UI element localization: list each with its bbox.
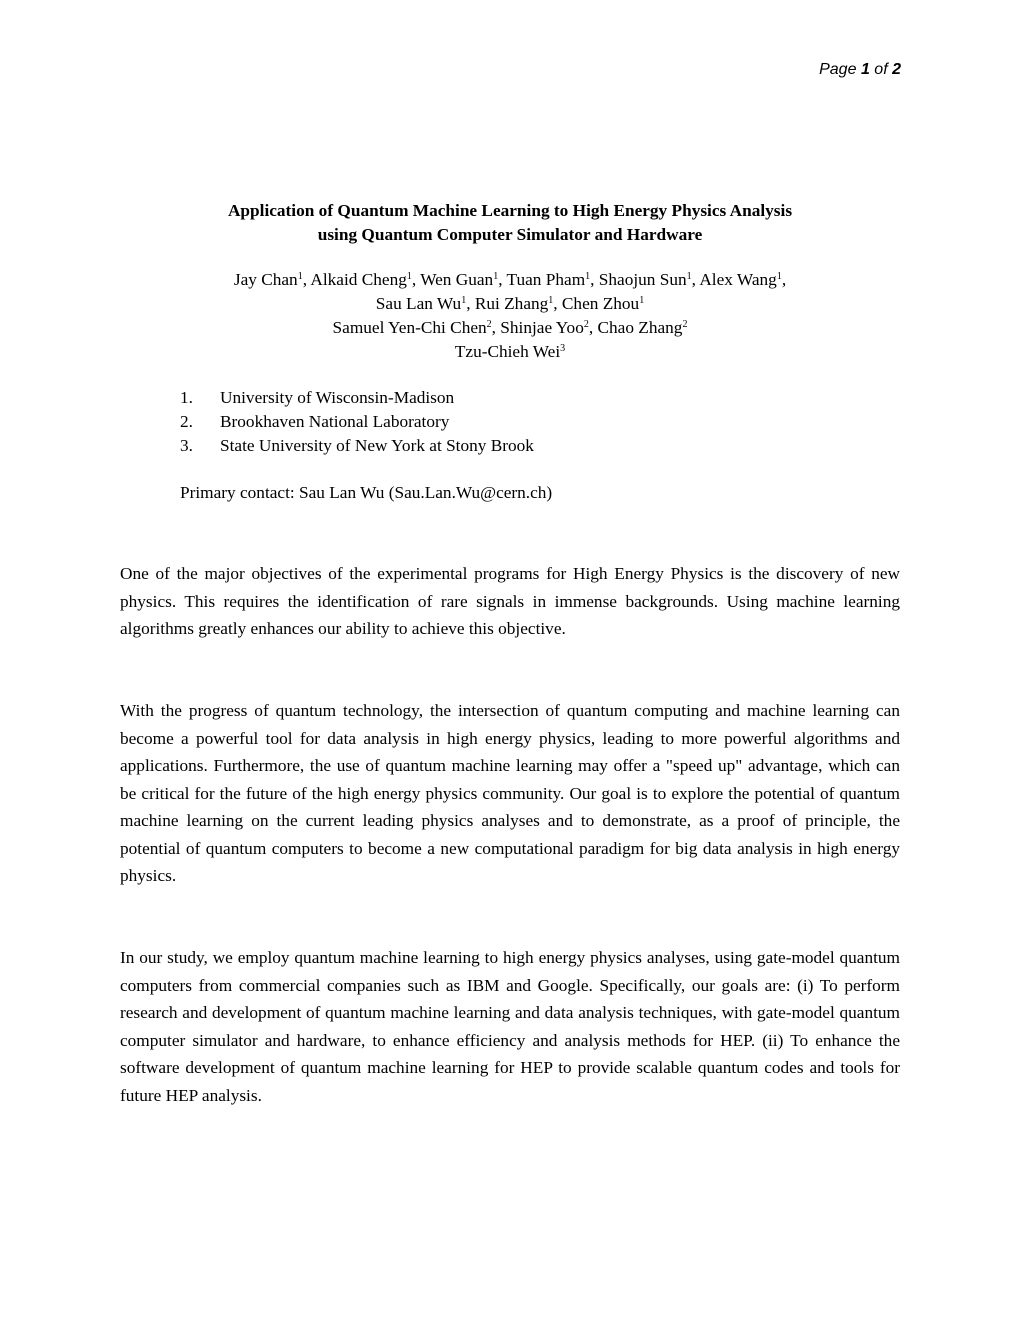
title-line-2: using Quantum Computer Simulator and Hardware (317, 225, 703, 244)
author-separator: , (691, 270, 700, 289)
author-name: Chao Zhang (597, 318, 683, 337)
author-separator: , (781, 270, 787, 289)
author-affiliation-marker: 1 (493, 271, 499, 282)
author-name: Rui Zhang (474, 294, 549, 313)
author-separator: , (498, 270, 507, 289)
author-name: Samuel Yen-Chi Chen (332, 318, 487, 337)
body-paragraph-2: With the progress of quantum technology, the intersection of quantum computing and machine learning can become a powerful tool for data analysis in high energy physics, leading to more powerful algorithms and applications. Furthermore, the use of quantum machine learning may offer a "speed up" advantage, which can be critical for the future of the high energy physics community. Our goal is to explore the potential of quantum machine learning on the current leading physics analyses and to demonstrate, as a proof of principle, the potential of quantum computers to become a new computational paradigm for big data analysis in high energy physics. (120, 701, 900, 885)
author-affiliation-marker: 1 (639, 295, 645, 306)
author-separator: , (466, 294, 475, 313)
author-line (120, 292, 900, 316)
page-label: Page (819, 61, 857, 78)
primary-contact: Primary contact: Sau Lan Wu (Sau.Lan.Wu@cern.ch) (180, 483, 553, 502)
author-name: Sau Lan Wu (375, 294, 462, 313)
title-line-1: Application of Quantum Machine Learning to High Energy Physics Analysis (227, 201, 793, 220)
author-name: Alkaid Cheng (310, 270, 407, 289)
affiliation-number: 2. (180, 412, 193, 431)
author-separator: , (553, 294, 562, 313)
affiliation-number: 1. (180, 388, 193, 407)
author-affiliation-marker: 1 (297, 271, 303, 282)
author-name: Alex Wang (699, 270, 777, 289)
affiliation-name: Brookhaven National Laboratory (220, 412, 450, 431)
author-separator: , (411, 270, 421, 289)
body-paragraph-3: In our study, we employ quantum machine learning to high energy physics analyses, using gate-model quantum computers from commercial companies such as IBM and Google. Specifically, our goals are: (i) To perform research and development of quantum machine learning and data analysis techniques, with gate-model quantum computer simulator and hardware, to enhance efficiency and analysis methods for HEP. (ii) To enhance the software development of quantum machine learning for HEP to provide scalable quantum codes and tools for future HEP analysis. (120, 948, 900, 1105)
author-line (120, 340, 900, 364)
affiliation-number: 3. (180, 436, 193, 455)
author-name: Wen Guan (420, 270, 494, 289)
current-page: 1 (860, 61, 870, 78)
affiliation-item (180, 434, 820, 458)
author-name: Tzu-Chieh Wei (454, 342, 561, 361)
affiliation-item (180, 410, 820, 434)
body-paragraph-1: One of the major objectives of the experimental programs for High Energy Physics is the discovery of new physics. This requires the identification of rare signals in immense backgrounds. Using machine learning algorithms greatly enhances our ability to achieve this objective. (120, 564, 900, 638)
author-affiliation-marker: 2 (583, 319, 589, 330)
total-pages: 2 (892, 61, 901, 78)
page-number (819, 60, 901, 80)
affiliation-item (180, 386, 820, 410)
page-of-label: of (874, 61, 888, 78)
author-line (120, 268, 900, 292)
author-name: Chen Zhou (561, 294, 640, 313)
author-name: Shinjae Yoo (500, 318, 584, 337)
author-affiliation-marker: 1 (461, 295, 467, 306)
author-affiliation-marker: 2 (486, 319, 492, 330)
author-affiliation-marker: 1 (585, 271, 591, 282)
author-affiliation-marker: 1 (686, 271, 692, 282)
paper-title (120, 199, 900, 247)
author-separator: , (302, 270, 311, 289)
author-name: Shaojun Sun (598, 270, 687, 289)
author-affiliation-marker: 1 (548, 295, 554, 306)
author-affiliation-marker: 1 (776, 271, 782, 282)
affiliation-name: University of Wisconsin-Madison (220, 388, 455, 407)
author-affiliation-marker: 1 (406, 271, 412, 282)
author-list (120, 268, 900, 364)
author-name: Tuan Pham (506, 270, 586, 289)
author-line (120, 316, 900, 340)
affiliation-name: State University of New York at Stony Brook (220, 436, 534, 455)
author-separator: , (491, 318, 501, 337)
author-separator: , (590, 270, 599, 289)
affiliation-list (180, 386, 820, 458)
author-separator: , (588, 318, 598, 337)
author-name: Jay Chan (233, 270, 298, 289)
author-affiliation-marker: 3 (560, 343, 566, 354)
author-affiliation-marker: 2 (682, 319, 688, 330)
